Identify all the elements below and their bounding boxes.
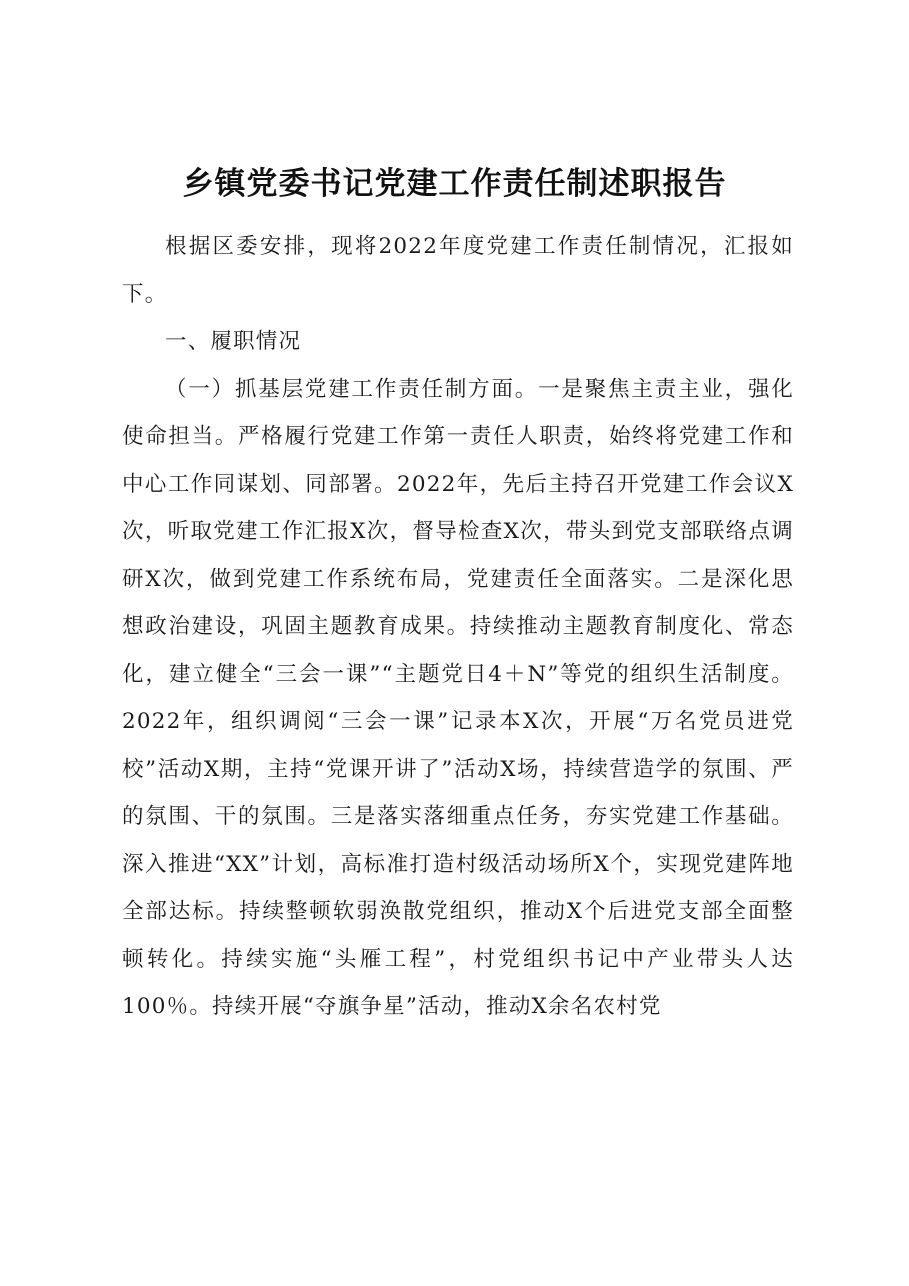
section-heading: 一、履职情况	[165, 329, 302, 354]
intro-paragraph: 根据区委安排，现将2022年度党建工作责任制情况，汇报如下。	[122, 234, 794, 307]
document-body	[122, 223, 794, 1031]
document-title: 乡镇党委书记党建工作责任制述职报告	[182, 166, 727, 202]
body-paragraph: （一）抓基层党建工作责任制方面。一是聚焦主责主业，强化使命担当。严格履行党建工作第一责任人职责，始终将党建工作和中心工作同谋划、同部署。2022年，先后主持召开党建工作会议X次，听取党建工作汇报X次，督导检查X次，带头到党支部联络点调研X次，做到党建工作系统布局，党建责任全面落实。二是深化思想政治建设，巩固主题教育成果。持续推动主题教育制度化、常态化，建立健全“三会一课”“主题党日4＋N”等党的组织生活制度。2022年，组织调阅“三会一课”记录本X次，开展“万名党员进党校”活动X期，主持“党课开讲了”活动X场，持续营造学的氛围、严的氛围、干的氛围。三是落实落细重点任务，夯实党建工作基础。深入推进“XX”计划，高标准打造村级活动场所X个，实现党建阵地全部达标。持续整顿软弱涣散党组织，推动X个后进党支部全面整顿转化。持续实施“头雁工程”，村党组织书记中产业带头人达100％。持续开展“夺旗争星”活动，推动X余名农村党	[122, 376, 794, 1019]
